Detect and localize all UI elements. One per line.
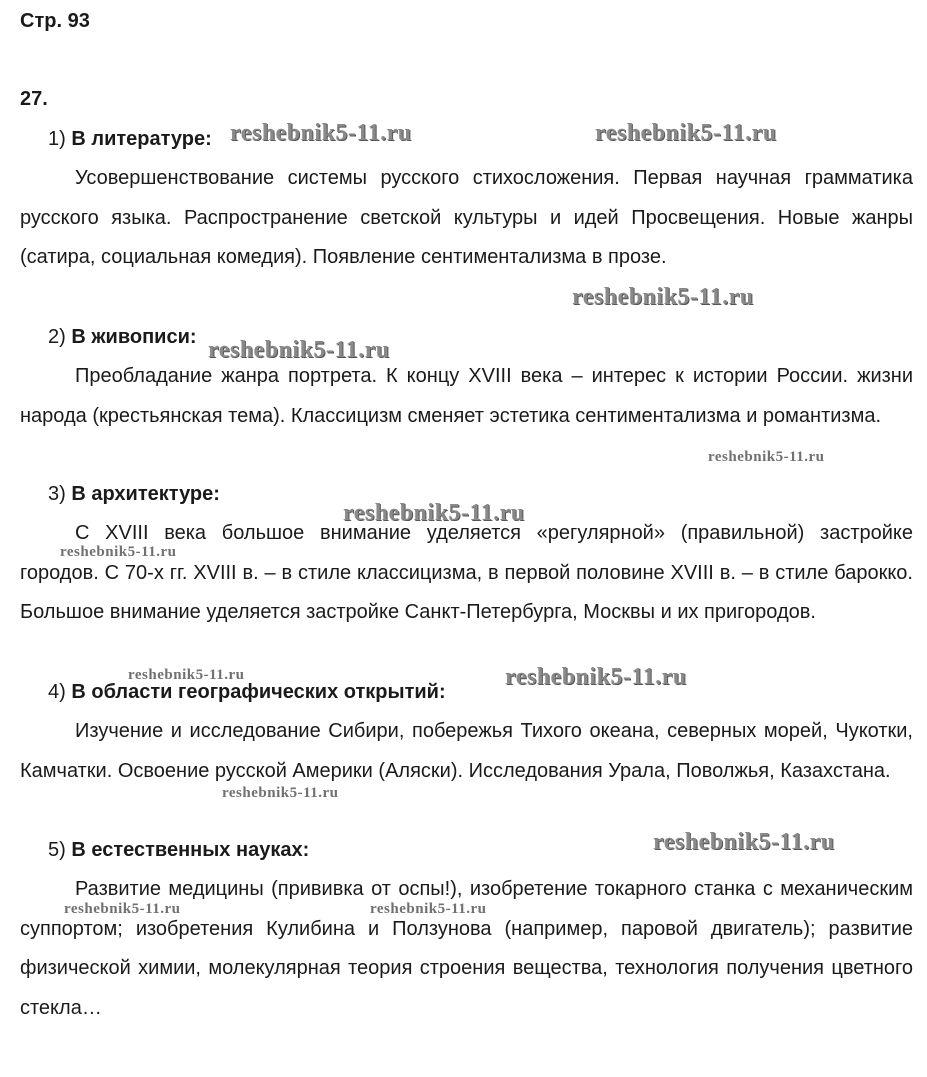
section-title: В архитектуре: bbox=[71, 483, 220, 505]
section-text: С XVIII века большое внимание уделяется «регулярной» (правильной) застройке городов. С 70-х гг. XVIII в. – в стиле классицизма, в первой половине XVIII в. – в стиле барокко. Большое внимание уделяется застройке Санкт-Петербурга, Москвы и их пригородов. bbox=[20, 522, 913, 623]
watermark: reshebnik5-11.ru bbox=[653, 829, 835, 855]
section-text: Изучение и исследование Сибири, побережья Тихого океана, северных морей, Чукотки, Камчатки. Освоение русской Америки (Аляски). Исследования Урала, Поволжья, Казахстана. bbox=[20, 720, 913, 782]
section-title: В живописи: bbox=[71, 326, 197, 348]
watermark: reshebnik5-11.ru bbox=[572, 284, 754, 310]
watermark: reshebnik5-11.ru bbox=[343, 500, 525, 526]
section-literature bbox=[20, 119, 913, 278]
watermark: reshebnik5-11.ru bbox=[230, 120, 412, 146]
section-painting bbox=[20, 317, 913, 436]
watermark: reshebnik5-11.ru bbox=[595, 120, 777, 146]
section-number: 2) bbox=[48, 326, 66, 348]
watermark: reshebnik5-11.ru bbox=[128, 667, 245, 683]
watermark: reshebnik5-11.ru bbox=[60, 544, 177, 560]
task-number: 27. bbox=[20, 88, 48, 110]
page-number: Стр. 93 bbox=[20, 10, 90, 32]
section-natural-sciences bbox=[20, 830, 913, 1028]
section-heading bbox=[20, 317, 913, 357]
section-geography bbox=[20, 672, 913, 791]
section-number: 3) bbox=[48, 483, 66, 505]
section-title: В естественных науках: bbox=[71, 839, 310, 861]
section-number: 4) bbox=[48, 681, 66, 703]
watermark: reshebnik5-11.ru bbox=[370, 901, 487, 917]
section-heading bbox=[20, 119, 913, 159]
section-text: Усовершенствование системы русского стихосложения. Первая научная грамматика русского языка. Распространение светской культуры и идей Просвещения. Новые жанры (сатира, социальная комедия). Появление сентиментализма в прозе. bbox=[20, 167, 913, 268]
watermark: reshebnik5-11.ru bbox=[708, 449, 825, 465]
section-number: 5) bbox=[48, 839, 66, 861]
section-text: Развитие медицины (прививка от оспы!), изобретение токарного станка с механическим суппортом; изобретения Кулибина и Ползунова (например, паровой двигатель); развитие физической химии, молекулярная теория строения вещества, технология получения цветного стекла… bbox=[20, 878, 913, 1019]
section-title: В литературе: bbox=[71, 128, 212, 150]
watermark: reshebnik5-11.ru bbox=[505, 664, 687, 690]
section-text: Преобладание жанра портрета. К концу XVIII века – интерес к истории России. жизни народа (крестьянская тема). Классицизм сменяет эстетика сентиментализма и романтизма. bbox=[20, 365, 913, 427]
section-title: В области географических открытий: bbox=[71, 681, 446, 703]
watermark: reshebnik5-11.ru bbox=[222, 785, 339, 801]
section-number: 1) bbox=[48, 128, 66, 150]
watermark: reshebnik5-11.ru bbox=[64, 901, 181, 917]
watermark: reshebnik5-11.ru bbox=[208, 337, 390, 363]
